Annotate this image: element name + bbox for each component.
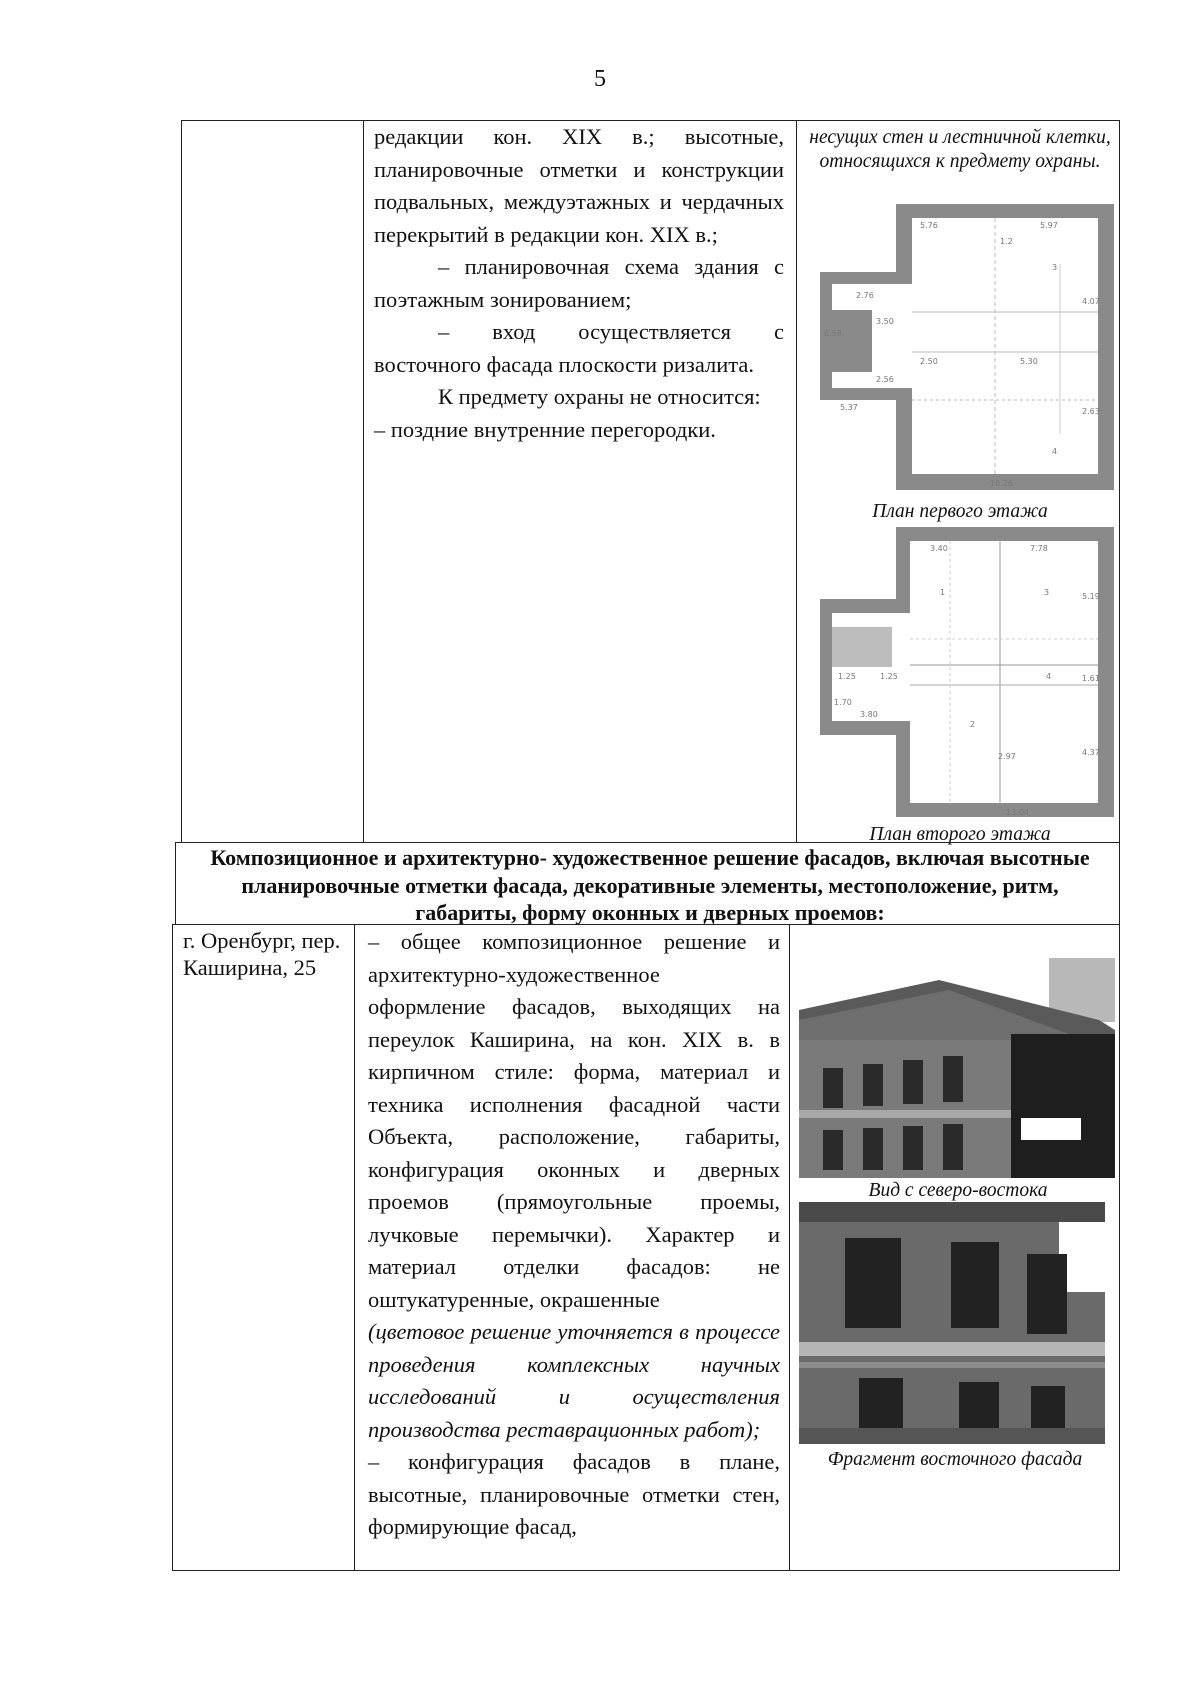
plan2-dim: 4.37	[1082, 748, 1100, 757]
facade-text-part2: (цветовое решение уточняется в процессе проведения комплексных научных исследований и осуществления производства реставрационных работ);	[368, 1319, 780, 1442]
plan2-dim: 1	[940, 588, 946, 597]
plan1-dim: 5.76	[920, 221, 938, 230]
text-line-3: – вход осуществляется с восточного фасада плоскости ризалита.	[374, 319, 784, 377]
plan1-dim: 2.63	[1082, 407, 1100, 416]
northeast-view-caption: Вид с северо-востока	[868, 1180, 1048, 1201]
plan2-dim: 7.78	[1030, 544, 1048, 553]
text-line-2: – планировочная схема здания с поэтажным зонированием;	[374, 254, 784, 312]
plan1-dim: 5.37	[840, 403, 858, 412]
plan2-dim: 1.25	[838, 672, 856, 681]
facade-text-part1: – общее композиционное решение и архитектурно-художественное оформление фасадов, выходящих на переулок Каширина, на кон. XIX в. в кирпичном стиле: форма, материал и техника исполнения фасадной части Объекта, расположение, габариты, конфигурация оконных и дверных проемов (прямоугольные проемы, лучковые перемычки). Характер и материал отделки фасадов: не оштукатуренные, окрашенные	[368, 929, 780, 1312]
page-number: 5	[594, 66, 606, 92]
plan2-dim: 3.80	[860, 710, 878, 719]
plan1-dim: 2.50	[920, 357, 938, 366]
facade-text-part3: – конфигурация фасадов в плане, высотные, планировочные отметки стен, формирующие фасад,	[368, 1449, 780, 1539]
plan1-dim: 5.30	[1020, 357, 1038, 366]
plan2-dim: 3	[1044, 588, 1050, 597]
first-floor-plan-caption: План первого этажа	[872, 501, 1048, 522]
east-facade-fragment-caption: Фрагмент восточного фасада	[827, 1449, 1083, 1470]
section-heading: Композиционное и архитектурно- художественное решение фасадов, включая высотные планировочные отметки фасада, декоративные элементы, местоположение, ритм, габариты, форму оконных и дверных проемов:	[210, 845, 1090, 925]
protection-subject-text	[374, 121, 784, 446]
plan1-dim: 10.26	[990, 479, 1013, 488]
plan1-dim: 2.76	[856, 291, 874, 300]
plan1-dim: 2.56	[876, 375, 894, 384]
plan1-dim: 3.50	[876, 317, 894, 326]
plan2-dim: 4	[1046, 672, 1052, 681]
plan1-dim: 5.97	[1040, 221, 1058, 230]
plan1-dim: 3	[1052, 263, 1058, 272]
plan2-dim: 2.97	[998, 752, 1016, 761]
second-floor-plan	[820, 527, 1116, 819]
northeast-view-photo	[799, 950, 1115, 1178]
plan2-dim: 3.40	[930, 544, 948, 553]
plan2-dim: 1.61	[1082, 674, 1100, 683]
plan2-dim: 2	[970, 720, 976, 729]
plan1-dim: 6.58	[824, 329, 842, 338]
facade-text	[368, 926, 780, 1544]
plan2-dim: 1.25	[880, 672, 898, 681]
text-line-1: редакции кон. XIX в.; высотные, планировочные отметки и конструкции подвальных, междуэтажных и чердачных перекрытий в редакции кон. XIX в.;	[374, 124, 784, 247]
plan2-dim: 1.70	[834, 698, 852, 707]
plans-note: несущих стен и лестничной клетки, относящихся к предмету охраны.	[809, 127, 1111, 172]
text-line-4: К предмету охраны не относится:	[438, 384, 761, 409]
second-floor-plan-caption: План второго этажа	[869, 824, 1051, 845]
east-facade-fragment-photo	[799, 1202, 1105, 1444]
plan1-dim: 4.07	[1082, 297, 1100, 306]
plan1-dim: 4	[1052, 447, 1058, 456]
text-line-5: – поздние внутренние перегородки.	[374, 416, 716, 442]
address-cell: г. Оренбург, пер. Каширина, 25	[183, 928, 341, 980]
first-floor-plan	[820, 204, 1116, 496]
plan2-dim: 13.04	[1006, 808, 1029, 817]
plan1-dim: 1.2	[1000, 237, 1013, 246]
plan2-dim: 5.19	[1082, 592, 1100, 601]
